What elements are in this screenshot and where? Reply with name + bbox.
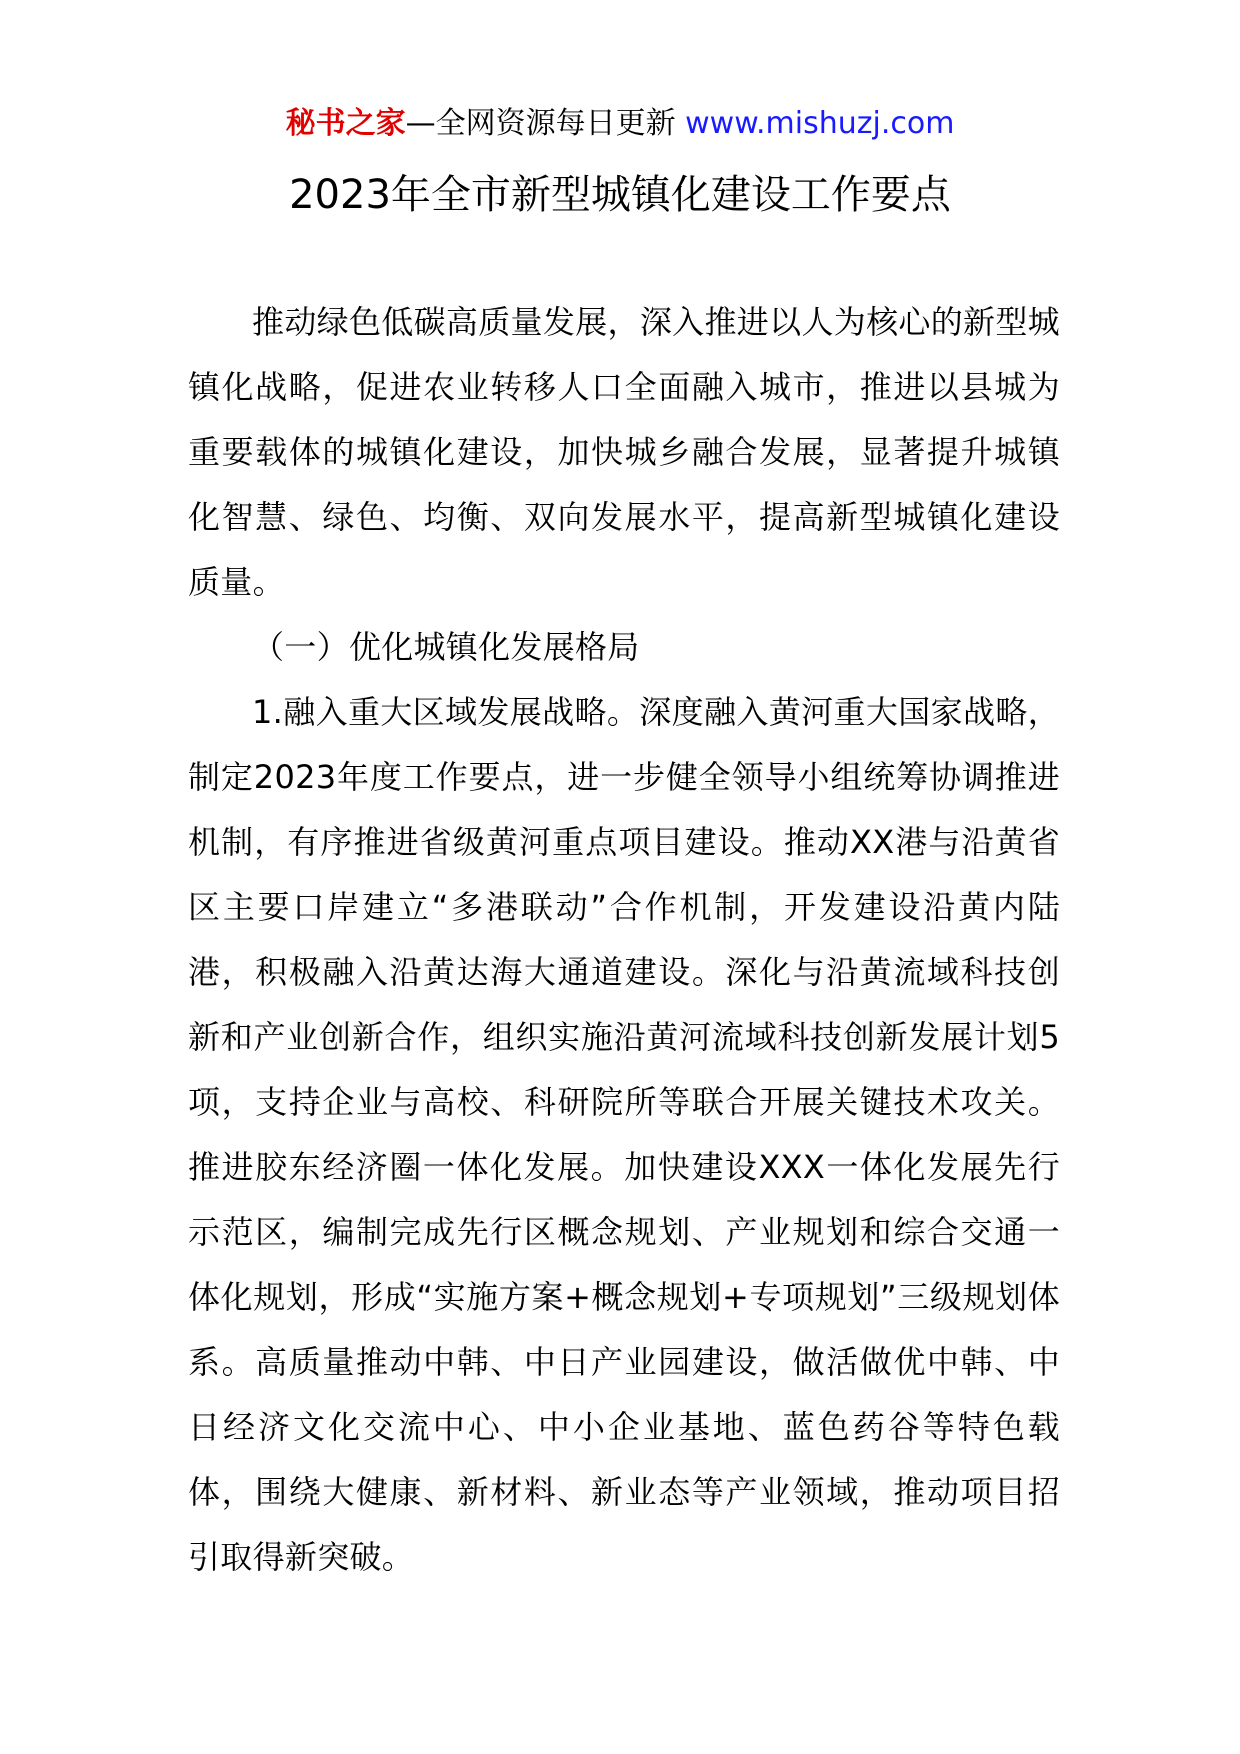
site-url-link[interactable]: www.mishuzj.com <box>685 106 955 141</box>
section-heading: （一）优化城镇化发展格局 <box>252 628 640 666</box>
site-brand: 秘书之家 <box>285 106 406 141</box>
site-header <box>0 100 1240 148</box>
intro-paragraph: 推动绿色低碳高质量发展，深入推进以人为核心的新型城镇化战略，促进农业转移人口全面融入城市，推进以县城为重要载体的城镇化建设，加快城乡融合发展，显著提升城镇化智慧、绿色、均衡、双向发展水平，提高新型城镇化建设质量。 <box>188 303 1060 601</box>
item-paragraph: 1.融入重大区域发展战略。深度融入黄河重大国家战略，制定2023年度工作要点，进一步健全领导小组统筹协调推进机制，有序推进省级黄河重点项目建设。推动XX港与沿黄省区主要口岸建立“多港联动”合作机制，开发建设沿黄内陆港，积极融入沿黄达海大通道建设。深化与沿黄流域科技创新和产业创新合作，组织实施沿黄河流域科技创新发展计划5项，支持企业与高校、科研院所等联合开展关键技术攻关。推进胶东经济圈一体化发展。加快建设XXX一体化发展先行示范区，编制完成先行区概念规划、产业规划和综合交通一体化规划，形成“实施方案+概念规划+专项规划”三级规划体系。高质量推动中韩、中日产业园建设，做活做优中韩、中日经济文化交流中心、中小企业基地、蓝色药谷等特色载体，围绕大健康、新材料、新业态等产业领域，推动项目招引取得新突破。 <box>188 693 1060 1576</box>
document-body <box>188 290 1060 1590</box>
site-slogan: —全网资源每日更新 <box>405 106 686 141</box>
document-title: 2023年全市新型城镇化建设工作要点 <box>289 172 951 218</box>
